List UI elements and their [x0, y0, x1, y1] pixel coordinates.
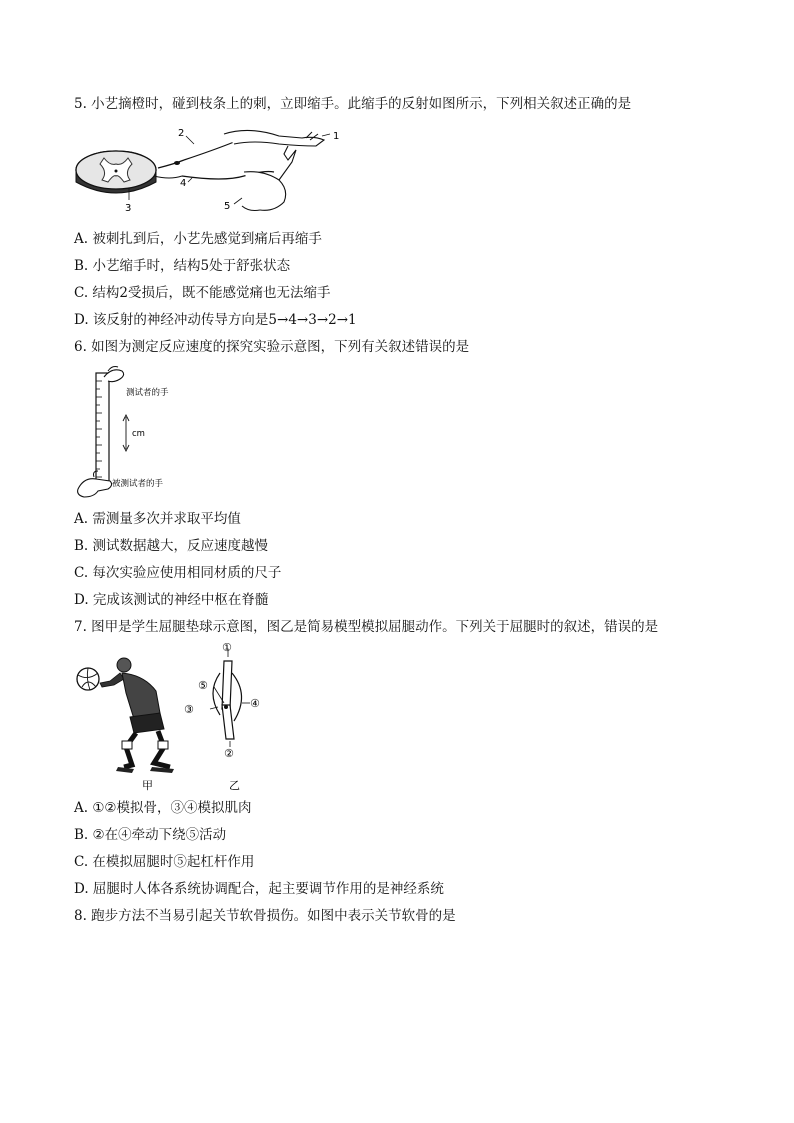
- q8-stem: 8. 跑步方法不当易引起关节软骨损伤。如图中表示关节软骨的是: [74, 908, 456, 924]
- label-5: 5: [224, 201, 231, 212]
- label-tester-hand: 测试者的手: [126, 388, 169, 398]
- model-bone-2: [222, 705, 234, 739]
- label-model-2: ②: [224, 747, 234, 760]
- arm-drawing: [224, 130, 324, 210]
- label-model-5: ⑤: [198, 679, 208, 692]
- q5-option-a: A. 被刺扎到后，小艺先感觉到痛后再缩手: [74, 231, 322, 247]
- subject-hand: [78, 479, 112, 497]
- q6-option-a: A. 需测量多次并求取平均值: [74, 511, 241, 527]
- q7-option-b: B. ②在④牵动下绕⑤活动: [74, 827, 227, 843]
- q6-option-b: B. 测试数据越大，反应速度越慢: [74, 538, 269, 554]
- label-model-3: ③: [184, 703, 194, 716]
- q7-option-c: C. 在模拟屈腿时⑤起杠杆作用: [74, 854, 255, 870]
- q7-stem: 7. 图甲是学生屈腿垫球示意图，图乙是简易模型模拟屈腿动作。下列关于屈腿时的叙述，错误的是: [74, 619, 659, 635]
- leg-model-drawing: [210, 649, 250, 747]
- model-joint-5: [224, 705, 228, 709]
- q6-option-d: D. 完成该测试的神经中枢在脊髓: [74, 592, 269, 608]
- label-model-4: ④: [250, 697, 260, 710]
- ruler-figure: [74, 365, 194, 500]
- q7-option-d: D. 屈腿时人体各系统协调配合，起主要调节作用的是神经系统: [74, 881, 444, 897]
- reflex-arc-figure: [74, 120, 344, 215]
- volleyball-player-drawing: [77, 658, 174, 773]
- model-muscle-3: [213, 673, 220, 715]
- q7-option-a: A. ①②模拟骨，③④模拟肌肉: [74, 800, 252, 816]
- label-1: 1: [333, 131, 340, 142]
- q5-option-c: C. 结构2受损后，既不能感觉痛也无法缩手: [74, 285, 331, 301]
- label-2: 2: [178, 128, 185, 139]
- label-yi: 乙: [229, 779, 240, 792]
- q5-option-b: B. 小艺缩手时，结构5处于舒张状态: [74, 258, 291, 274]
- q5-option-d: D. 该反射的神经冲动传导方向是5→4→3→2→1: [74, 312, 357, 328]
- spinal-cord-section: [76, 151, 187, 193]
- leg-figure: [74, 643, 274, 793]
- label-subject-hand: 被测试者的手: [112, 479, 164, 489]
- tester-hand: [104, 370, 124, 382]
- label-cm: cm: [132, 429, 145, 439]
- q6-stem: 6. 如图为测定反应速度的探究实验示意图，下列有关叙述错误的是: [74, 339, 470, 355]
- q5-stem: 5. 小艺摘橙时，碰到枝条上的刺，立即缩手。此缩手的反射如图所示，下列相关叙述正确的是: [74, 96, 632, 112]
- label-4: 4: [180, 178, 187, 189]
- model-muscle-4: [232, 673, 242, 721]
- label-3: 3: [125, 203, 132, 214]
- label-model-1: ①: [222, 643, 232, 654]
- q6-option-c: C. 每次实验应使用相同材质的尺子: [74, 565, 282, 581]
- label-jia: 甲: [142, 779, 153, 792]
